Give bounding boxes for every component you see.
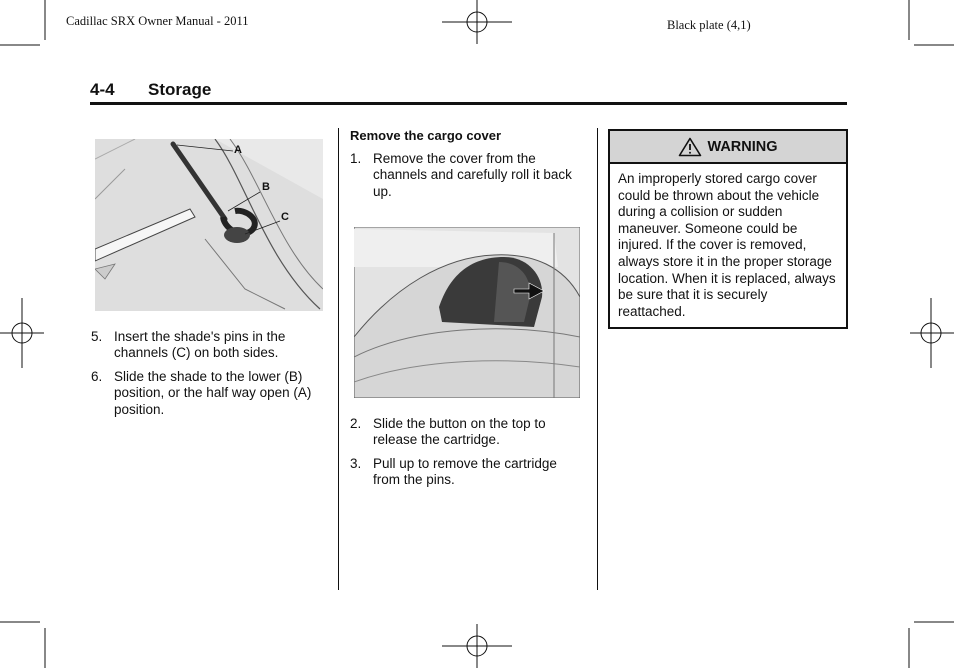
header-rule (90, 102, 847, 105)
step-number: 5. (91, 329, 103, 344)
step-number: 3. (350, 455, 362, 471)
cartridge-button-illustration (354, 227, 580, 398)
list-item (91, 329, 331, 362)
step-number: 2. (350, 416, 362, 431)
column1-steps (91, 329, 331, 425)
warning-text: An improperly stored cargo cover could be thrown about the vehicle during a collision or sudden maneuver. Someone could be injured. If the cover is removed, always store it in the proper storage location. When it is replaced, always be sure that it is securely reattached. (618, 171, 836, 319)
label-c: C (281, 211, 289, 223)
label-b: B (262, 181, 270, 193)
column2-steps-bottom (350, 416, 582, 496)
warning-header (610, 131, 846, 164)
section-number: 4-4 (90, 80, 115, 99)
column-divider-1 (338, 128, 339, 590)
step-number: 1. (350, 151, 362, 166)
list-item (350, 416, 582, 449)
step-text: Slide the shade to the lower (B) position, or the half way open (A) position. (114, 368, 312, 417)
step-text: Slide the button on the top to release the cartridge. (373, 416, 546, 448)
list-item (350, 456, 582, 489)
manual-title: Cadillac SRX Owner Manual - 2011 (66, 14, 249, 28)
shade-pins-drawing (95, 139, 323, 311)
shade-pins-illustration (95, 139, 323, 311)
warning-box (608, 129, 848, 329)
step-text: Pull up to remove the cartridge from the pins. (373, 455, 557, 488)
cartridge-drawing (354, 227, 580, 398)
step-text: Remove the cover from the channels and carefully roll it back up. (373, 151, 572, 199)
section-title: Storage (148, 80, 212, 99)
list-item (91, 369, 331, 418)
warning-triangle-icon (678, 137, 702, 157)
column2-steps-top (350, 151, 582, 207)
label-a: A (234, 144, 242, 156)
list-item (350, 151, 582, 200)
column-divider-2 (597, 128, 598, 590)
plate-label: Black plate (4,1) (667, 18, 751, 32)
step-number: 6. (91, 368, 103, 384)
section-heading (90, 80, 211, 100)
step-text: Insert the shade's pins in the channels (C) on both sides. (114, 329, 286, 361)
warning-title: WARNING (707, 138, 778, 155)
remove-cover-heading: Remove the cargo cover (350, 128, 502, 143)
